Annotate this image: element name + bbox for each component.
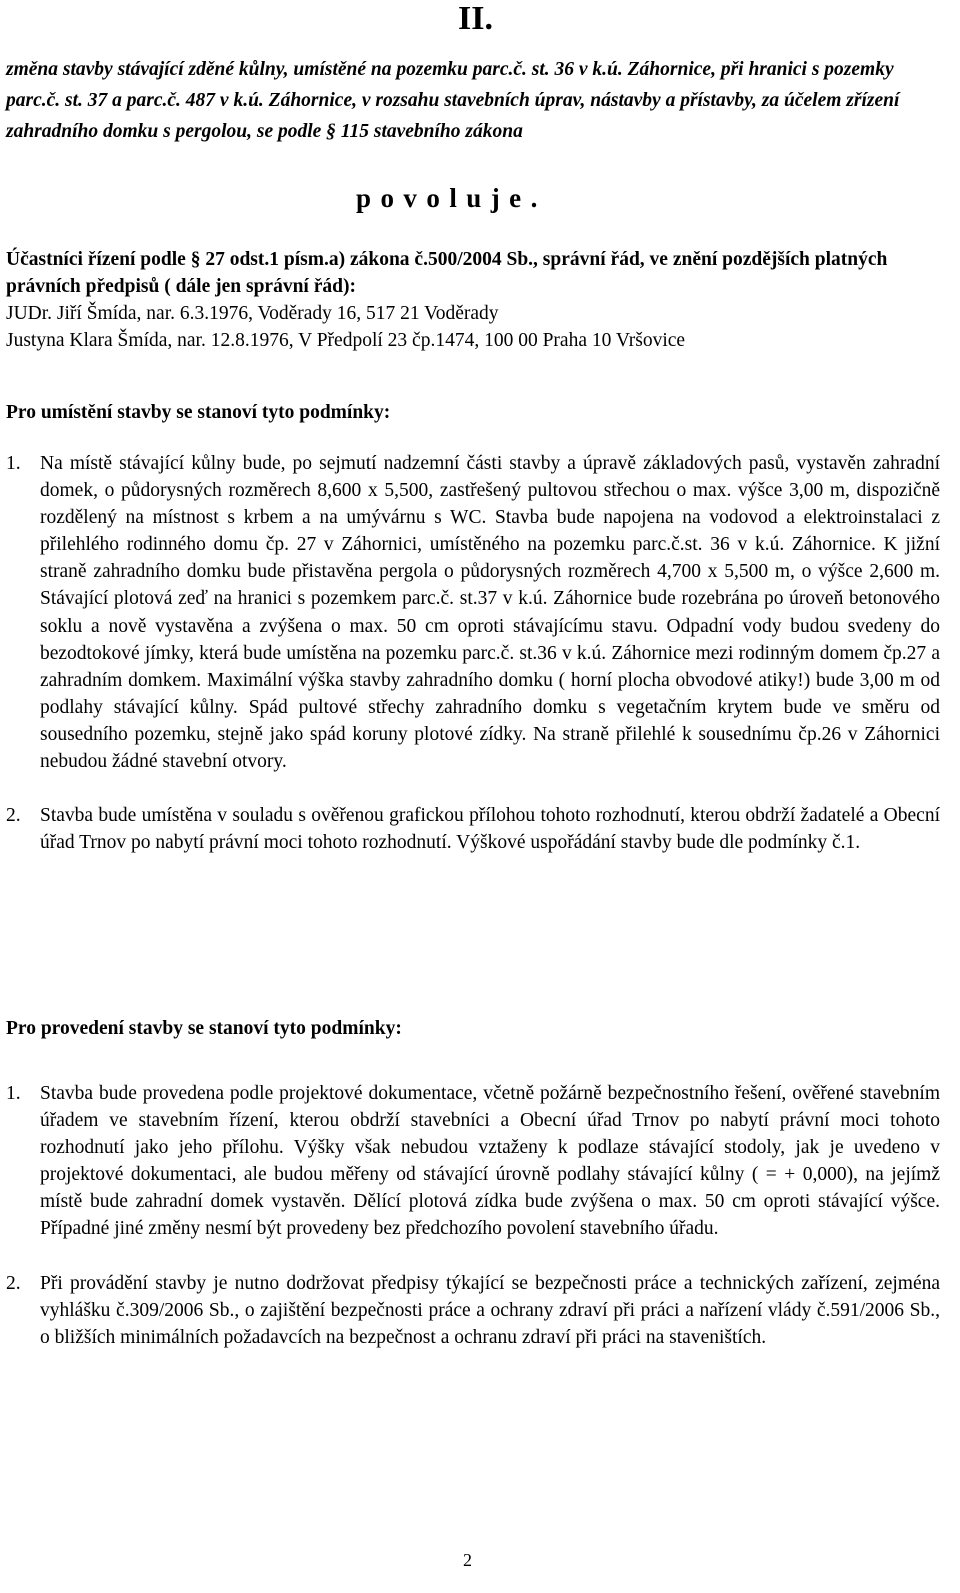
execution-conditions-list <box>6 1080 940 1351</box>
list-item <box>6 1270 940 1351</box>
item-text: Při provádění stavby je nutno dodržovat předpisy týkající se bezpečnosti práce a technických zařízení, zejména vyhlášku č.309/2006 Sb., o zajištění bezpečnosti práce a ochrany zdraví při práci a nařízení vlády č.591/2006 Sb., o bližších minimálních požadavcích na bezpečnost a ochranu zdraví při práci na staveništích. <box>40 1272 940 1348</box>
participants-block <box>6 246 946 354</box>
participants-heading: Účastníci řízení podle § 27 odst.1 písm.a) zákona č.500/2004 Sb., správní řád, ve znění pozdějších platných právních předpisů ( dále jen správní řád): <box>6 249 888 297</box>
list-item <box>6 802 940 856</box>
intro-paragraph: změna stavby stávající zděné kůlny, umístěné na pozemku parc.č. st. 36 v k.ú. Záhornice, při hranici s pozemky parc.č. st. 37 a parc.č. 487 v k.ú. Záhornice, v rozsahu stavebních úprav, nástavby a přístavby, za účelem zřízení zahradního domku s pergolou, se podle § 115 stavebního zákona <box>6 59 900 142</box>
section-numeral: II. <box>458 0 493 37</box>
list-item <box>6 1080 940 1243</box>
item-number: 2. <box>6 805 21 827</box>
participant-1: JUDr. Jiří Šmída, nar. 6.3.1976, Voděrady 16, 517 21 Voděrady <box>6 303 499 324</box>
item-number: 1. <box>6 1083 21 1104</box>
placement-heading: Pro umístění stavby se stanoví tyto podmínky: <box>6 402 391 423</box>
execution-heading: Pro provedení stavby se stanoví tyto podmínky: <box>6 1018 402 1039</box>
item-text: Stavba bude provedena podle projektové dokumentace, včetně požárně bezpečnostního řešení, ověřené stavebním úřadem ve stavebním řízení, kterou obdrží stavebníci a Obecní úřad Trnov po nabytí právní moci tohoto rozhodnutí jako jeho přílohu. Výšky však nebudou vztaženy k podlaze stávající stodoly, jak je uvedeno v projektové dokumentaci, ale budou měřeny od stávající úrovně podlahy stávající kůlny ( = + 0,000), na jejímž místě bude zahradní domek vystavěn. Dělící plotová zídka bude zvýšena o max. 50 cm oproti stávající výšce. Případné jiné změny nesmí být provedeny bez předchozího povolení stavebního úřadu. <box>40 1083 940 1240</box>
item-number: 1. <box>6 453 21 474</box>
item-number: 2. <box>6 1272 21 1294</box>
page-number: 2 <box>463 1550 472 1570</box>
decision-word: p o v o l u j e . <box>356 183 539 213</box>
item-text: Na místě stávající kůlny bude, po sejmutí nadzemní části stavby a úpravě základových pasů, vystavěn zahradní domek, o půdorysných rozměrech 8,600 x 5,500, zastřešený pultovou střechou o max. výšce 3,00 m, dispozičně rozdělený na místnost s krbem a na umývárnu s WC. Stavba bude napojena na vodovod a elektroinstalaci z přilehlého rodinného domu čp. 27 v Záhornici, umístěného na pozemku parc.č.st. 36 v k.ú. Záhornice. K jižní straně zahradního domku bude přistavěna pergola o půdorysných rozměrech 4,700 x 5,500 m, o výšce 2,600 m. Stávající plotová zeď na hranici s pozemkem parc.č. st.37 v k.ú. Záhornice bude rozebrána po úroveň betonového soklu a nově vystavěna a zvýšena o max. 50 cm oproti stávajícímu stavu. Odpadní vody budou svedeny do bezodtokové jímky, která bude umístěna na pozemku parc.č. st.36 v k.ú. Záhornice mezi rodinným domem čp.27 a zahradním domkem. Maximální výška stavby zahradního domku ( horní plocha obvodové atiky!) bude 3,00 m od podlahy stávající kůlny. Spád pultové střechy zahradního domku s vegetačním krytem bude ve směru od sousedního pozemku, stejně jako spád koruny plotové zídky. Na straně přilehlé k sousednímu čp.26 v Záhornici nebudou žádné stavební otvory. <box>40 453 940 773</box>
placement-conditions-list <box>6 450 940 856</box>
participant-2: Justyna Klara Šmída, nar. 12.8.1976, V Předpolí 23 čp.1474, 100 00 Praha 10 Vršovice <box>6 330 686 351</box>
list-item <box>6 450 940 775</box>
item-text: Stavba bude umístěna v souladu s ověřenou grafickou přílohou tohoto rozhodnutí, kterou obdrží žadatelé a Obecní úřad Trnov po nabytí právní moci tohoto rozhodnutí. Výškové uspořádání stavby bude dle podmínky č.1. <box>40 805 940 854</box>
